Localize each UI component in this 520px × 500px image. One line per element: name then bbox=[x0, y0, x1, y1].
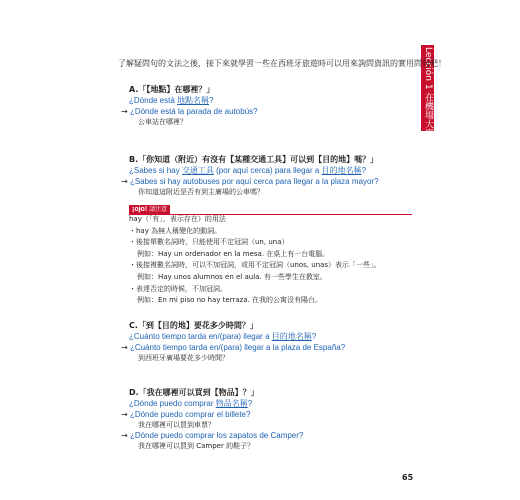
section-d-heading: D.「我在哪裡可以買到【物品】？」 bbox=[129, 388, 259, 397]
section-a-example bbox=[121, 106, 414, 117]
pattern-text: (por aquí cerca) para llegar a bbox=[213, 166, 322, 175]
ojo-note-line: 例如：En mi piso no hay terraza. 在我的公寓沒有陽台。 bbox=[137, 296, 323, 305]
pattern-slot: 目的地名稱 bbox=[271, 332, 312, 341]
example-text: ¿Dónde está la parada de autobús? bbox=[129, 107, 258, 116]
pattern-text: ? bbox=[247, 399, 253, 408]
ojo-note-line: ・後接複數名詞時，可以不加冠詞，或用不定冠詞（unos, unas）表示「一些」。 bbox=[129, 261, 381, 270]
page-number: 65 bbox=[402, 473, 414, 482]
pattern-text: ? bbox=[209, 96, 214, 105]
chapter-side-tab bbox=[421, 45, 434, 138]
pattern-text: ¿Dónde puedo comprar bbox=[129, 399, 216, 408]
pattern-slot: 交通工具 bbox=[181, 166, 214, 175]
ojo-note-body bbox=[129, 214, 419, 307]
arrow-icon: → bbox=[121, 410, 128, 419]
ojo-note-line: ・hay 為無人稱變化的動詞。 bbox=[129, 226, 222, 235]
pattern-slot: 物品名稱 bbox=[215, 399, 248, 408]
section-a-heading: A.「【地點】在哪裡？」 bbox=[129, 85, 215, 94]
pattern-text: ¿Sabes si hay bbox=[129, 166, 182, 175]
arrow-icon: → bbox=[121, 107, 128, 116]
section-d-pattern bbox=[129, 398, 414, 409]
section-d-example-2 bbox=[121, 430, 414, 441]
section-b-example bbox=[121, 176, 414, 187]
section-c-translation: 到西班牙廣場要花多少時間？ bbox=[138, 354, 229, 362]
example-text: ¿Dónde puedo comprar el billete? bbox=[129, 410, 251, 419]
pattern-text: ¿Dónde está bbox=[129, 96, 178, 105]
section-c-example bbox=[121, 342, 414, 353]
section-b bbox=[121, 154, 414, 197]
intro-paragraph: 了解疑問句的文法之後，接下來就學習一些在西班牙旅遊時可以用來詢問資訊的實用問句吧！ bbox=[118, 59, 446, 68]
pattern-text: ¿Cuánto tiempo tarda en/(para) llegar a bbox=[129, 332, 272, 341]
pattern-slot: 地點名稱 bbox=[177, 96, 210, 105]
example-text: ¿Dónde puedo comprar los zapatos de Camper? bbox=[129, 431, 304, 440]
ojo-note-line: 例如：Hay un ordenador en la mesa. 在桌上有一台電腦。 bbox=[137, 249, 330, 258]
arrow-icon: → bbox=[121, 343, 128, 352]
section-b-translation: 你知道這附近是否有到主廣場的公車嗎？ bbox=[138, 188, 264, 196]
section-d bbox=[121, 387, 414, 451]
section-c-pattern bbox=[129, 331, 414, 342]
section-c bbox=[121, 320, 414, 363]
ojo-tag-label: ¡ojo! bbox=[132, 206, 148, 213]
example-text: ¿Sabes si hay autobuses por aquí cerca para llegar a la plaza mayor? bbox=[129, 177, 379, 186]
chapter-side-tab-label: Lección 1 在機場大廳 bbox=[423, 47, 433, 138]
section-d-example-1 bbox=[121, 409, 414, 420]
section-a-translation: 公車站在哪裡？ bbox=[138, 118, 187, 126]
section-d-translation-1: 我在哪裡可以買到車票？ bbox=[138, 421, 215, 429]
pattern-text: ? bbox=[361, 166, 366, 175]
section-a-pattern bbox=[129, 95, 414, 106]
ojo-note-line: ・後接單數名詞時，只能使用不定冠詞（un, una） bbox=[129, 238, 289, 247]
section-b-heading: B.「你知道（附近）有沒有【某種交通工具】可以到【目的地】嗎？」 bbox=[129, 155, 379, 164]
ojo-note-line: 例如：Hay unos alumnos en el aula. 有一些學生在教室。 bbox=[137, 272, 327, 281]
ojo-note-line: hay（「有」，表示存在）的用法 bbox=[129, 215, 226, 223]
section-d-translation-2: 我在哪裡可以買到 Camper 的鞋子？ bbox=[138, 442, 255, 450]
arrow-icon: → bbox=[121, 431, 128, 440]
section-a bbox=[121, 84, 414, 127]
section-b-pattern bbox=[129, 165, 414, 176]
pattern-slot: 目的地名稱 bbox=[321, 166, 362, 175]
example-text: ¿Cuánto tiempo tarda en/(para) llegar a la plaza de España? bbox=[129, 343, 346, 352]
ojo-note-line: ・表達否定的時候，不加冠詞。 bbox=[129, 284, 227, 293]
pattern-text: ? bbox=[311, 332, 317, 341]
arrow-icon: → bbox=[121, 177, 128, 186]
ojo-tag-sub: 請注意 bbox=[149, 207, 168, 213]
section-c-heading: C.「到【目的地】要花多少時間？」 bbox=[129, 321, 258, 330]
